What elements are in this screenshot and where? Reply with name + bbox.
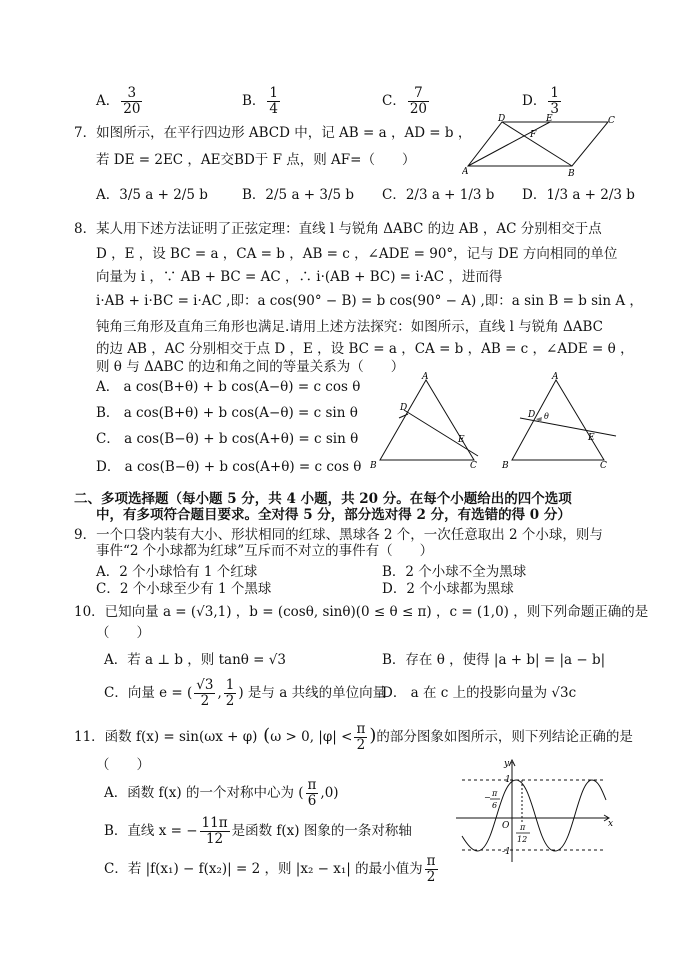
q7-option-c: C．2/3 a + 1/3 b	[382, 187, 495, 203]
theta-angle-mark	[536, 417, 542, 423]
q11-option-c: C．若 |f(x₁) − f(x₂)| = 2 ，则 |x₂ − x₁| 的最小值为 $\frac{\pi}{2}$	[104, 853, 436, 885]
q6-option-a: A． $\frac{3}{20}$	[96, 85, 141, 117]
graph-label-twelve: 12	[517, 835, 528, 844]
fig7-label-f: F	[530, 130, 537, 140]
fig8-left-label-a: A	[422, 372, 429, 382]
fig8-left-label-b: B	[370, 461, 377, 471]
q7-line-2: 若 DE = 2EC ，AE交BD于 F 点，则 AF=（ ）	[96, 152, 416, 168]
q11-option-a: A．函数 f(x) 的一个对称中心为 ( $\frac{\pi}{6}$ ,0)	[104, 777, 339, 809]
fig8-right-label-a: A	[552, 372, 559, 382]
fig7-label-c: C	[608, 116, 615, 126]
q11-line-1: 11．函数 f(x) = sin(ωx + φ) (ω > 0, |φ| < $\frac{\pi}{2}$ )的部分图象如图所示，则下列结论正确的是	[74, 721, 633, 753]
q11-option-b: B．直线 x = − $\frac{11\pi}{12}$ 是函数 f(x) 图象的一条对称轴	[104, 815, 412, 847]
q8-line-3: 向量为 i ，∵ AB + BC = AC ，∴ i·(AB + BC) = i·AC ，进而得	[96, 269, 503, 285]
fig8-left-label-c: C	[470, 461, 477, 471]
q7-option-d: D．1/3 a + 2/3 b	[522, 187, 635, 203]
graph-label-y: y	[504, 759, 510, 769]
q10-line-2: （ ）	[96, 625, 150, 641]
fig8-right-label-c: C	[600, 461, 607, 471]
fig8-left-label-e: E	[458, 435, 465, 445]
q8-line-2: D ，E ，设 BC = a ，CA = b ，AB = c ，∠ADE = 90°，记与 DE 方向相同的单位	[96, 246, 618, 262]
q10-option-b: B．存在 θ ，使得 |a + b| = |a − b|	[382, 652, 606, 668]
graph-label-one: 1	[505, 775, 511, 785]
section2-heading-line-1: 二、多项选择题（每小题 5 分，共 4 小题，共 20 分。在每个小题给出的四个选项	[74, 491, 572, 507]
fig8-right-label-theta: θ	[544, 412, 549, 421]
q6-option-d: D． $\frac{1}{3}$	[522, 85, 559, 117]
graph-label-pi: π	[520, 823, 526, 832]
fig7-label-b: B	[568, 169, 575, 178]
q8-option-a: A． a cos(B+θ) + b cos(A−θ) = c cos θ	[96, 379, 361, 395]
graph-label-origin: O	[502, 821, 510, 831]
q8-option-c: C． a cos(B−θ) + b cos(A+θ) = c sin θ	[96, 431, 359, 447]
q7-line-1: 7．如图所示，在平行四边形 ABCD 中，记 AB = a ，AD = b ，	[74, 125, 472, 141]
q8-line-4: i·AB + i·BC = i·AC ,即：a cos(90° − B) = b cos(90° − A) ,即：a sin B = b sin A ，	[96, 293, 643, 309]
q8-line-6: 的边 AB ，AC 分别相交于点 D ，E ，设 BC = a ，CA = b ，AB = c ，∠ADE = θ ，	[96, 341, 634, 357]
fig8-right-label-e: E	[588, 433, 595, 443]
q9-line-1: 9．一个口袋内装有大小、形状相同的红球、黑球各 2 个，一次任意取出 2 个小球，则与	[74, 527, 603, 543]
q10-option-a: A．若 a ⊥ b ，则 tanθ = √3	[104, 652, 286, 668]
sine-graph-figure	[452, 756, 616, 868]
graph-label-neg-sign: −	[484, 793, 491, 802]
q9-line-2: 事件“2 个小球都为红球”互斥而不对立的事件有（ ）	[96, 543, 434, 559]
q9-option-d: D．2 个小球都为黑球	[382, 581, 514, 597]
fig8-right-label-d: D	[528, 410, 536, 420]
graph-label-neg-pi: π	[492, 789, 498, 798]
fig8-left-label-d: D	[400, 403, 408, 413]
q6-option-b: B． $\frac{1}{4}$	[242, 85, 279, 117]
fig8-right-label-b: B	[502, 461, 509, 471]
q8-line-7: 则 θ 与 ΔABC 的边和角之间的等量关系为（ ）	[96, 359, 405, 375]
triangle-figure-right	[500, 372, 618, 472]
q10-option-d: D． a 在 c 上的投影向量为 √3c	[382, 685, 577, 701]
graph-label-neg-one: -1	[502, 847, 511, 857]
q10-line-1: 10．已知向量 a = (√3,1) ，b = (cosθ, sinθ)(0 ≤ θ ≤ π) ，c = (1,0) ，则下列命题正确的是	[74, 604, 649, 620]
parallelogram-figure	[462, 112, 622, 178]
q7-option-a: A．3/5 a + 2/5 b	[96, 187, 208, 203]
fig7-label-e: E	[546, 114, 553, 124]
q8-option-d: D． a cos(B−θ) + b cos(A+θ) = c cos θ	[96, 459, 362, 475]
q6-option-c: C． $\frac{7}{20}$	[382, 85, 428, 117]
q7-option-b: B．2/5 a + 3/5 b	[242, 187, 355, 203]
section2-heading-line-2: 中，有多项符合题目要求。全对得 5 分，部分选对得 2 分，有选错的得 0 分）	[96, 507, 571, 523]
q11-line-2: （ ）	[96, 757, 150, 773]
q8-line-1: 8．某人用下述方法证明了正弦定理：直线 l 与锐角 ΔABC 的边 AB ，AC 分别相交于点	[74, 221, 602, 237]
q10-option-c: C．向量 e = ( $\frac{√3}{2}$ , $\frac{1}{2}$ ) 是与 a 共线的单位向量	[104, 677, 387, 709]
graph-label-x: x	[608, 819, 614, 829]
fig7-label-d: D	[498, 114, 506, 124]
graph-label-neg-six: 6	[492, 801, 498, 810]
q8-option-b: B． a cos(B+θ) + b cos(A−θ) = c sin θ	[96, 405, 358, 421]
triangle-figure-left	[370, 372, 482, 472]
q8-line-5: 钝角三角形及直角三角形也满足.请用上述方法探究：如图所示，直线 l 与锐角 ΔABC	[96, 319, 603, 335]
q9-option-b: B．2 个小球不全为黑球	[382, 564, 527, 580]
q9-option-a: A．2 个小球恰有 1 个红球	[96, 564, 258, 580]
q9-option-c: C．2 个小球至少有 1 个黑球	[96, 581, 272, 597]
fig7-label-a: A	[462, 167, 469, 177]
